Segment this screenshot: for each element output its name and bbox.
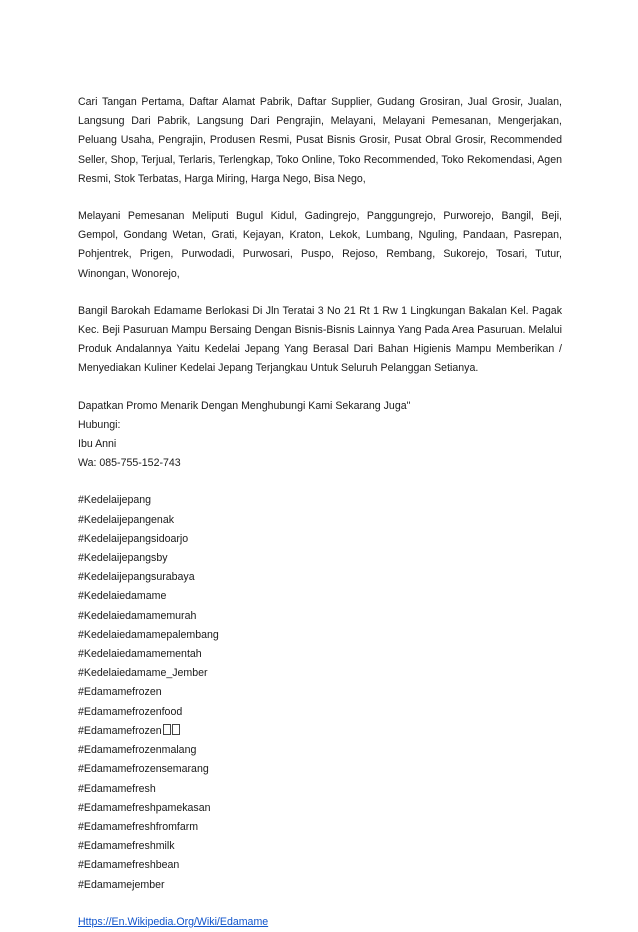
hashtag-item: #Edamamejember — [78, 878, 165, 891]
document-page — [78, 93, 562, 932]
contact-name: Ibu Anni — [78, 438, 117, 451]
hashtag-list — [78, 491, 562, 894]
hashtag-item: #Kedelaijepangenak — [78, 513, 175, 526]
hashtag-item: #Edamamefrozensemarang — [78, 763, 209, 776]
hashtag-item: #Kedelaiedamamepalembang — [78, 628, 219, 641]
hashtag-item: #Edamamefrozenmalang — [78, 744, 197, 757]
hashtag-item: #Kedelaijepang — [78, 494, 152, 507]
keywords-paragraph: Cari Tangan Pertama, Daftar Alamat Pabrik, Daftar Supplier, Gudang Grosiran, Jual Grosir, Jualan, Langsung Dari Pabrik, Langsung Dari Pengrajin, Melayani, Melayani Pemesanan, Mengerjakan, Peluang Usaha, Pengrajin, Produsen Resmi, Pusat Bisnis Grosir, Pusat Obral Grosir, Recommended Seller, Shop, Terjual, Terlaris, Terlengkap, Toko Online, Toko Recommended, Toko Rekomendasi, Agen Resmi, Stok Terbatas, Harga Miring, Harga Nego, Bisa Nego, — [78, 96, 562, 185]
hashtag-item: #Edamamefreshpamekasan — [78, 801, 211, 814]
hashtag-item: #Edamamefrozenfood — [78, 705, 183, 718]
hashtag-text: #Edamamefrozen — [78, 724, 162, 737]
hashtag-item: #Edamamefreshbean — [78, 859, 180, 872]
wikipedia-link[interactable]: Https://En.Wikipedia.Org/Wiki/Edamame — [78, 915, 269, 928]
hashtag-item: #Kedelaijepangsby — [78, 552, 168, 565]
hashtag-item: #Edamamefreshmilk — [78, 840, 175, 853]
contact-phone: Wa: 085-755-152-743 — [78, 457, 181, 470]
promo-line: Dapatkan Promo Menarik Dengan Menghubungi Kami Sekarang Juga" — [78, 399, 411, 412]
wikipedia-link-line — [78, 913, 562, 932]
hashtag-item-with-glyph — [78, 722, 562, 741]
about-paragraph: Bangil Barokah Edamame Berlokasi Di Jln Teratai 3 No 21 Rt 1 Rw 1 Lingkungan Bakalan Kel. Pagak Kec. Beji Pasuruan Mampu Bersaing Dengan Bisnis-Bisnis Lainnya Yang Pada Area Pasuruan. Melalui Produk Andalannya Yaitu Kedelai Jepang Yang Berasal Dari Bahan Higienis Mampu Memberikan / Menyediakan Kuliner Kedelai Jepang Terjangkau Untuk Seluruh Pelanggan Setianya. — [78, 304, 562, 375]
contact-block — [78, 397, 562, 474]
hashtag-item: #Edamamefresh — [78, 782, 156, 795]
hashtag-item: #Kedelaiedamame — [78, 590, 167, 603]
hashtag-item: #Edamamefrozen — [78, 686, 162, 699]
contact-label: Hubungi: — [78, 418, 121, 431]
hashtag-item: #Kedelaiedamame_Jember — [78, 667, 208, 680]
hashtag-item: #Kedelaijepangsidoarjo — [78, 532, 189, 545]
hashtag-item: #Kedelaiedamamemurah — [78, 609, 197, 622]
missing-glyph-icon — [163, 724, 171, 735]
service-area-paragraph: Melayani Pemesanan Meliputi Bugul Kidul, Gadingrejo, Panggungrejo, Purworejo, Bangil, Beji, Gempol, Gondang Wetan, Grati, Kejayan, Kraton, Lekok, Lumbang, Nguling, Pandaan, Pasrepan, Pohjentrek, Prigen, Purwodadi, Purwosari, Puspo, Rejoso, Rembang, Sukorejo, Tosari, Tutur, Winongan, Wonorejo, — [78, 210, 562, 280]
hashtag-item: #Kedelaijepangsurabaya — [78, 571, 195, 584]
hashtag-item: #Kedelaiedamamementah — [78, 648, 202, 661]
hashtag-item: #Edamamefreshfromfarm — [78, 820, 199, 833]
missing-glyph-icon — [172, 724, 180, 735]
